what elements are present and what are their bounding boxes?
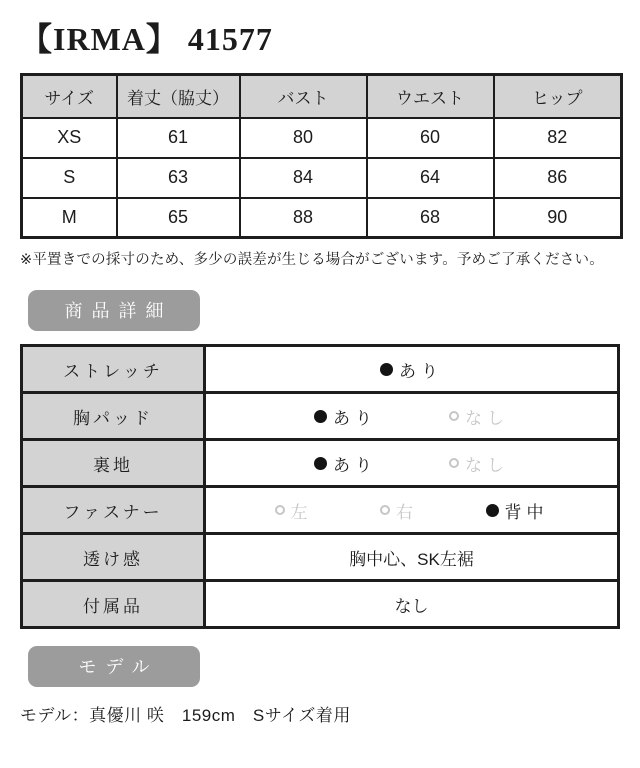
detail-label: 裏地 [22,440,205,487]
detail-value: なし [205,581,619,628]
detail-value: 胸中心、SK左裾 [205,534,619,581]
hip-cell: 82 [494,118,622,158]
product-title: 【IRMA】 41577 [20,21,273,57]
model-info-text: モデル：真優川 咲 159cm Sサイズ着用 [20,706,351,726]
option-group [207,404,616,429]
table-row [22,198,622,238]
detail-value [205,487,619,534]
size-chart-table [20,73,623,239]
option-unselected [449,451,509,476]
option-label: あり [333,455,377,475]
measurement-disclaimer: ※平置きでの採寸のため、多少の誤差が生じる場合がございます。予めご了承ください。 [20,252,604,269]
option-unselected [275,498,313,523]
detail-value [205,393,619,440]
hip-cell: 90 [494,198,622,238]
table-row-chest-pad [22,393,619,440]
column-header-hip: ヒップ [494,75,622,118]
detail-value [205,346,619,393]
option-label: 左 [290,502,313,522]
option-unselected-icon [275,505,285,515]
detail-label: ストレッチ [22,346,205,393]
option-selected-icon [314,457,327,470]
size-cell: XS [22,118,117,158]
detail-label: 透け感 [22,534,205,581]
column-header-length: 着丈（脇丈） [117,75,240,118]
option-group [207,451,616,476]
option-label: なし [465,455,509,475]
option-unselected [380,498,418,523]
product-details-table [20,344,620,629]
bust-cell: 88 [240,198,367,238]
bust-cell: 80 [240,118,367,158]
length-cell: 63 [117,158,240,198]
option-selected [380,357,443,382]
size-cell: S [22,158,117,198]
column-header-bust: バスト [240,75,367,118]
option-label: 右 [396,502,418,522]
table-row-stretch [22,346,619,393]
size-cell: M [22,198,117,238]
detail-label: ファスナー [22,487,205,534]
detail-label: 付属品 [22,581,205,628]
option-unselected-icon [449,458,459,468]
option-unselected [449,404,509,429]
option-selected [486,498,549,523]
bust-cell: 84 [240,158,367,198]
option-label: 背中 [504,502,549,522]
table-row-lining [22,440,619,487]
option-unselected-icon [449,411,459,421]
section-header-model: モデル [28,646,200,687]
table-row [22,118,622,158]
option-selected [314,404,377,429]
hip-cell: 86 [494,158,622,198]
length-cell: 65 [117,198,240,238]
waist-cell: 64 [367,158,494,198]
size-chart-header-row [22,75,622,118]
option-label: なし [465,408,509,428]
table-row-accessories [22,581,619,628]
option-unselected-icon [380,505,390,515]
option-label: あり [399,361,443,381]
option-group [207,498,616,523]
option-selected-icon [380,363,393,376]
column-header-waist: ウエスト [367,75,494,118]
waist-cell: 68 [367,198,494,238]
length-cell: 61 [117,118,240,158]
option-selected-icon [314,410,327,423]
option-label: あり [333,408,377,428]
waist-cell: 60 [367,118,494,158]
table-row-sheerness [22,534,619,581]
option-selected [314,451,377,476]
option-group [207,357,616,382]
section-header-product-details: 商品詳細 [28,290,200,331]
table-row [22,158,622,198]
detail-label: 胸パッド [22,393,205,440]
column-header-size: サイズ [22,75,117,118]
table-row-fastener [22,487,619,534]
option-selected-icon [486,504,499,517]
detail-value [205,440,619,487]
